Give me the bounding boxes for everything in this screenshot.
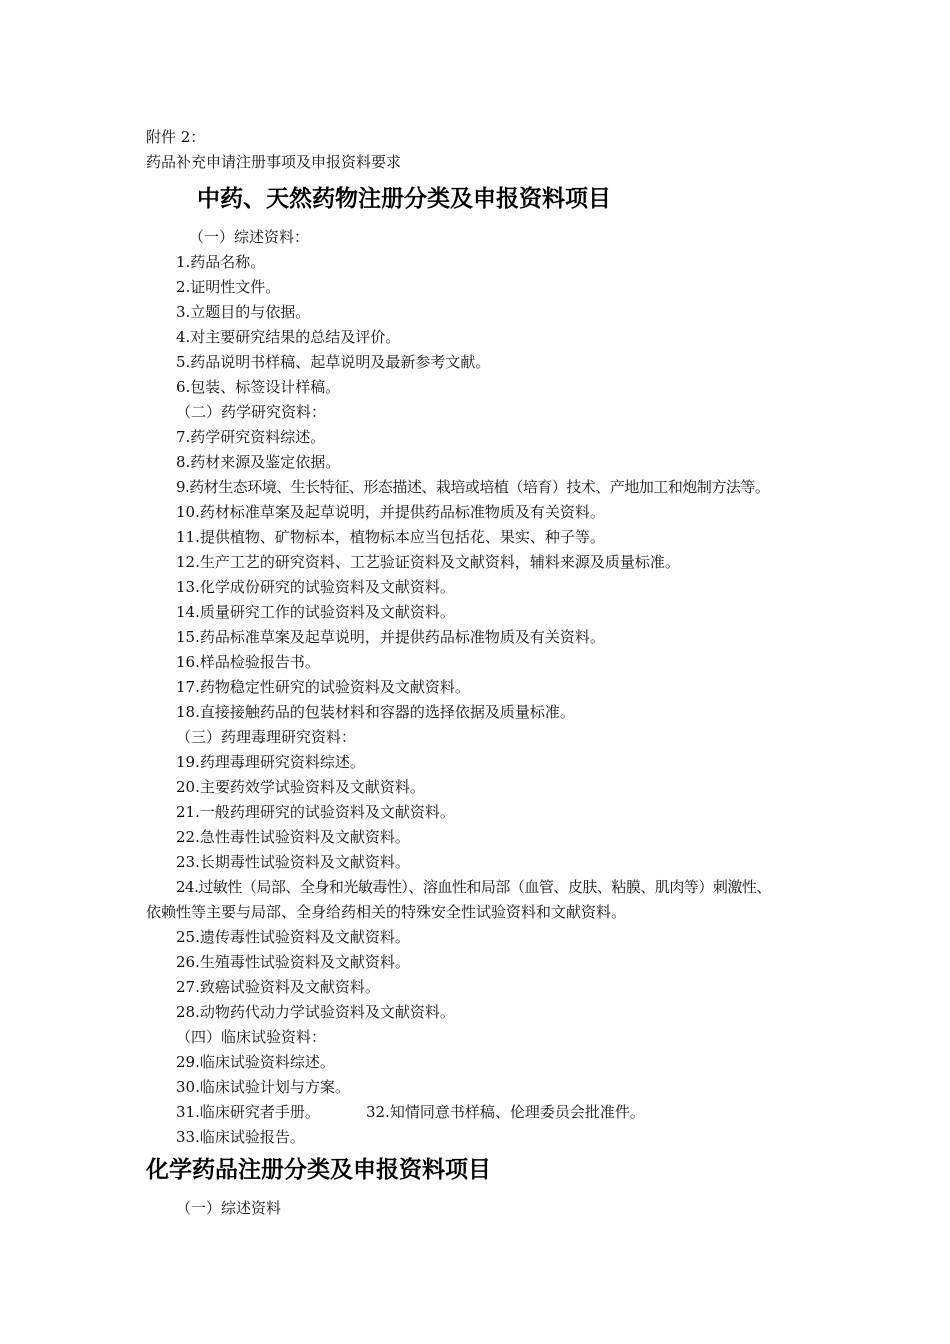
chem-heading-overview: （一）综述资料 [176, 1199, 282, 1217]
list-item: 24.过敏性（局部、全身和光敏毒性）、溶血性和局部（血管、皮肤、粘膜、肌肉等）刺激性、 [176, 878, 771, 896]
list-item: 4.对主要研究结果的总结及评价。 [176, 328, 401, 346]
list-item: 6.包装、标签设计样稿。 [176, 378, 341, 396]
list-item: 23.长期毒性试验资料及文献资料。 [176, 853, 410, 871]
list-item: 10.药材标准草案及起草说明，并提供药品标准物质及有关资料。 [176, 503, 605, 521]
list-item: 17.药物稳定性研究的试验资料及文献资料。 [176, 678, 470, 696]
list-item: 12.生产工艺的研究资料、工艺验证资料及文献资料，辅料来源及质量标准。 [176, 553, 680, 571]
list-item: 15.药品标准草案及起草说明，并提供药品标准物质及有关资料。 [176, 628, 605, 646]
tcm-heading-pharmacy: （二）药学研究资料： [176, 403, 327, 421]
attachment-label: 附件 2： [146, 128, 206, 146]
list-item: 28.动物药代动力学试验资料及文献资料。 [176, 1003, 455, 1021]
list-item: 7.药学研究资料综述。 [176, 428, 326, 446]
list-item: 29.临床试验资料综述。 [176, 1053, 335, 1071]
list-item: 26.生殖毒性试验资料及文献资料。 [176, 953, 410, 971]
list-item: 3.立题目的与依据。 [176, 303, 311, 321]
list-item: 22.急性毒性试验资料及文献资料。 [176, 828, 410, 846]
list-item: 25.遗传毒性试验资料及文献资料。 [176, 928, 410, 946]
tcm-section-title: 中药、天然药物注册分类及申报资料项目 [197, 186, 611, 212]
list-item: 31.临床研究者手册。 [176, 1103, 320, 1121]
list-item: 14.质量研究工作的试验资料及文献资料。 [176, 603, 455, 621]
list-item: 13.化学成份研究的试验资料及文献资料。 [176, 578, 455, 596]
list-item: 5.药品说明书样稿、起草说明及最新参考文献。 [176, 353, 491, 371]
list-item: 18.直接接触药品的包装材料和容器的选择依据及质量标准。 [176, 703, 575, 721]
list-item: 21.一般药理研究的试验资料及文献资料。 [176, 803, 455, 821]
list-item: 2.证明性文件。 [176, 278, 281, 296]
list-item: 20.主要药效学试验资料及文献资料。 [176, 778, 425, 796]
document-subtitle: 药品补充申请注册事项及申报资料要求 [146, 153, 402, 171]
list-item: 1.药品名称。 [176, 253, 266, 271]
list-item: 9.药材生态环境、生长特征、形态描述、栽培或培植（培育）技术、产地加工和炮制方法等。 [176, 478, 770, 496]
list-item: 33.临床试验报告。 [176, 1128, 305, 1146]
tcm-heading-clinical: （四）临床试验资料： [176, 1028, 327, 1046]
chem-section-title: 化学药品注册分类及申报资料项目 [146, 1157, 491, 1183]
list-item: 30.临床试验计划与方案。 [176, 1078, 350, 1096]
list-item-continuation: 依赖性等主要与局部、全身给药相关的特殊安全性试验资料和文献资料。 [146, 903, 627, 921]
list-item: 32.知情同意书样稿、伦理委员会批准件。 [366, 1103, 645, 1121]
list-item: 27.致癌试验资料及文献资料。 [176, 978, 380, 996]
tcm-heading-overview: （一）综述资料： [189, 228, 310, 246]
list-item: 16.样品检验报告书。 [176, 653, 320, 671]
list-item: 8.药材来源及鉴定依据。 [176, 453, 341, 471]
list-item: 19.药理毒理研究资料综述。 [176, 753, 365, 771]
list-item: 11.提供植物、矿物标本，植物标本应当包括花、果实、种子等。 [176, 528, 605, 546]
tcm-heading-pharmacology: （三）药理毒理研究资料： [176, 728, 357, 746]
